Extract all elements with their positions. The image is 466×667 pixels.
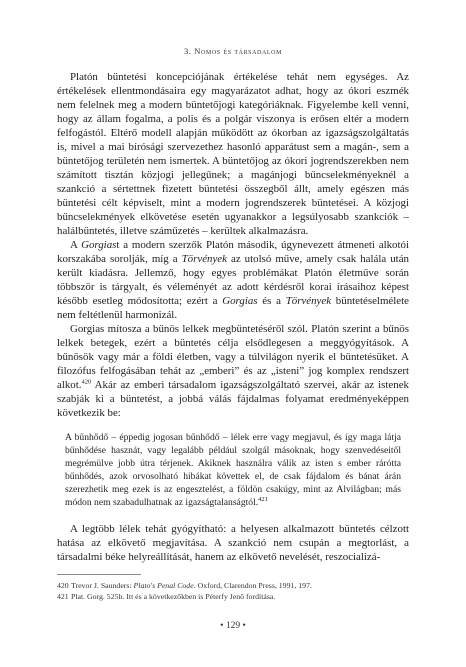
italic-title: Gorgias: [81, 239, 117, 251]
main-text: [57, 64, 409, 564]
text-run: A bűnhődő – éppedig jogosan bűnhődő – lélek erre vagy megjavul, és így maga látja bűnhődése hasznát, vagy legalább például szolgál másoknak, hogy szenvedéseitől megrémülve jobb útra térjenek. Akiknek használra válik az isten s ember rárótta bűnhődés, azok orvosolható hibákat követtek el, de csak fájdalom és bánat árán szerezhetik meg ezek is az engesztelést, a földön csakúgy, mint az Alvilágban; más módon nem szabadulhatnak az igazságtalanságtól.: [65, 432, 401, 509]
block-quote: [65, 431, 401, 510]
quote-text: [65, 431, 401, 510]
text-run: az utolsó műve, amely csak halála után került kiadásra. Jellemző, hogy egyes problémákat Platón életműve során többször is tárgyalt, és véleményét az adott kérdésről korai írásaihoz képest később esetleg módosította; ezért a: [57, 253, 409, 307]
paragraph-3: [57, 322, 409, 420]
running-head: 3. Nomos és társadalom: [183, 46, 283, 56]
text-run: t a modern szerzők Platón második, úgynevezett átmeneti alkotói korszakába sorolják, míg a: [57, 239, 409, 265]
footnote-ref-421[interactable]: 421: [258, 496, 268, 504]
paragraph-2: [57, 238, 409, 322]
text-run: büntetéselmélete nem feltétlenül harmonizál.: [57, 295, 409, 321]
italic-title: Gorgias: [222, 295, 258, 307]
footnote-text: Trevor J. Saunders:: [71, 581, 134, 590]
italic-title: Törvények: [181, 253, 227, 265]
footnote-number: 421: [57, 592, 69, 601]
text-run: Gorgias mítosza a bűnös lelkek megbüntetéséről szól. Platón szerint a bűnös lelkek betegek, ezért a büntetés célja elsődlegesen a meggyógyítások. A bűnösök vagy már a földi életben, vagy a túlvilágon nyerik el büntetésüket. A filozófus felfogásában tehát az „emberi” és az „isteni” jog komplex rendszert alkot.: [57, 323, 409, 391]
italic-title: Törvények: [285, 295, 332, 307]
text-run: Akár az emberi társadalom igazságszolgáltató szervei, akár az istenek szabják ki a büntetést, a jobbá válás fájdalmas folyamat eredményeképpen következik be:: [57, 379, 409, 419]
footnote-421: [57, 591, 409, 602]
footnote-ref-420[interactable]: 420: [81, 378, 92, 386]
footnote-number: 420: [57, 581, 69, 590]
footnote-divider: [57, 574, 141, 575]
text-run: A: [70, 239, 82, 251]
footnote-text: Plat. Gorg. 525b. Itt és a következőkben is Péterfy Jenő fordítása.: [71, 592, 276, 601]
footnote-420: [57, 580, 409, 591]
paragraph-4: A legtöbb lélek tehát gyógyítható: a helyesen alkalmazott büntetés célzott hatása az elkövető megjavítása. A szankció nem csupán a megtorlást, a társadalmi béke helyreállítását, hanem az elkövető nevelését, reszocializá-: [57, 522, 409, 563]
footnotes: [57, 580, 409, 602]
text-run: és a: [257, 295, 286, 307]
paragraph-1: Platón büntetési koncepciójának értékelése tehát nem egységes. Az értékelések ellentmondásaira egy magyarázatot adhat, hogy az ókori eszmék nem felelnek meg a modern büntetőjogi kategóriáknak. Figyelembe kell venni, hogy az állam fogalma, a polis és a polgár viszonya is erősen eltér a modern felfogástól. Eltérő modell alapján működött az ókorban az igazságszolgáltatás is, mivel a mai bírósági szervezethez hasonló apparátust sem a magán-, sem a büntetőjog területén nem ismertek. A büntetőjog az ókori jogrendszerekben nem számított tisztán közjogi jellegűnek; a magánjogi bűncselekményeknél a szankció a sértettnek fizetett büntetési összegből állt, amely egészen más büntetési célt képviselt, mint a modern jogrendszerek büntetései. A közjogi bűncselekmények elkövetése esetén ugyanakkor a legsúlyosabb szankciók – halálbüntetés, illetve száműzetés – kerültek alkalmazásra.: [57, 71, 409, 237]
footnote-text: . Oxford, Clarendon Press, 1991, 197.: [193, 581, 312, 590]
page-number: • 129 •: [220, 621, 246, 631]
footnote-title: Plato's Penal Code: [133, 581, 194, 590]
